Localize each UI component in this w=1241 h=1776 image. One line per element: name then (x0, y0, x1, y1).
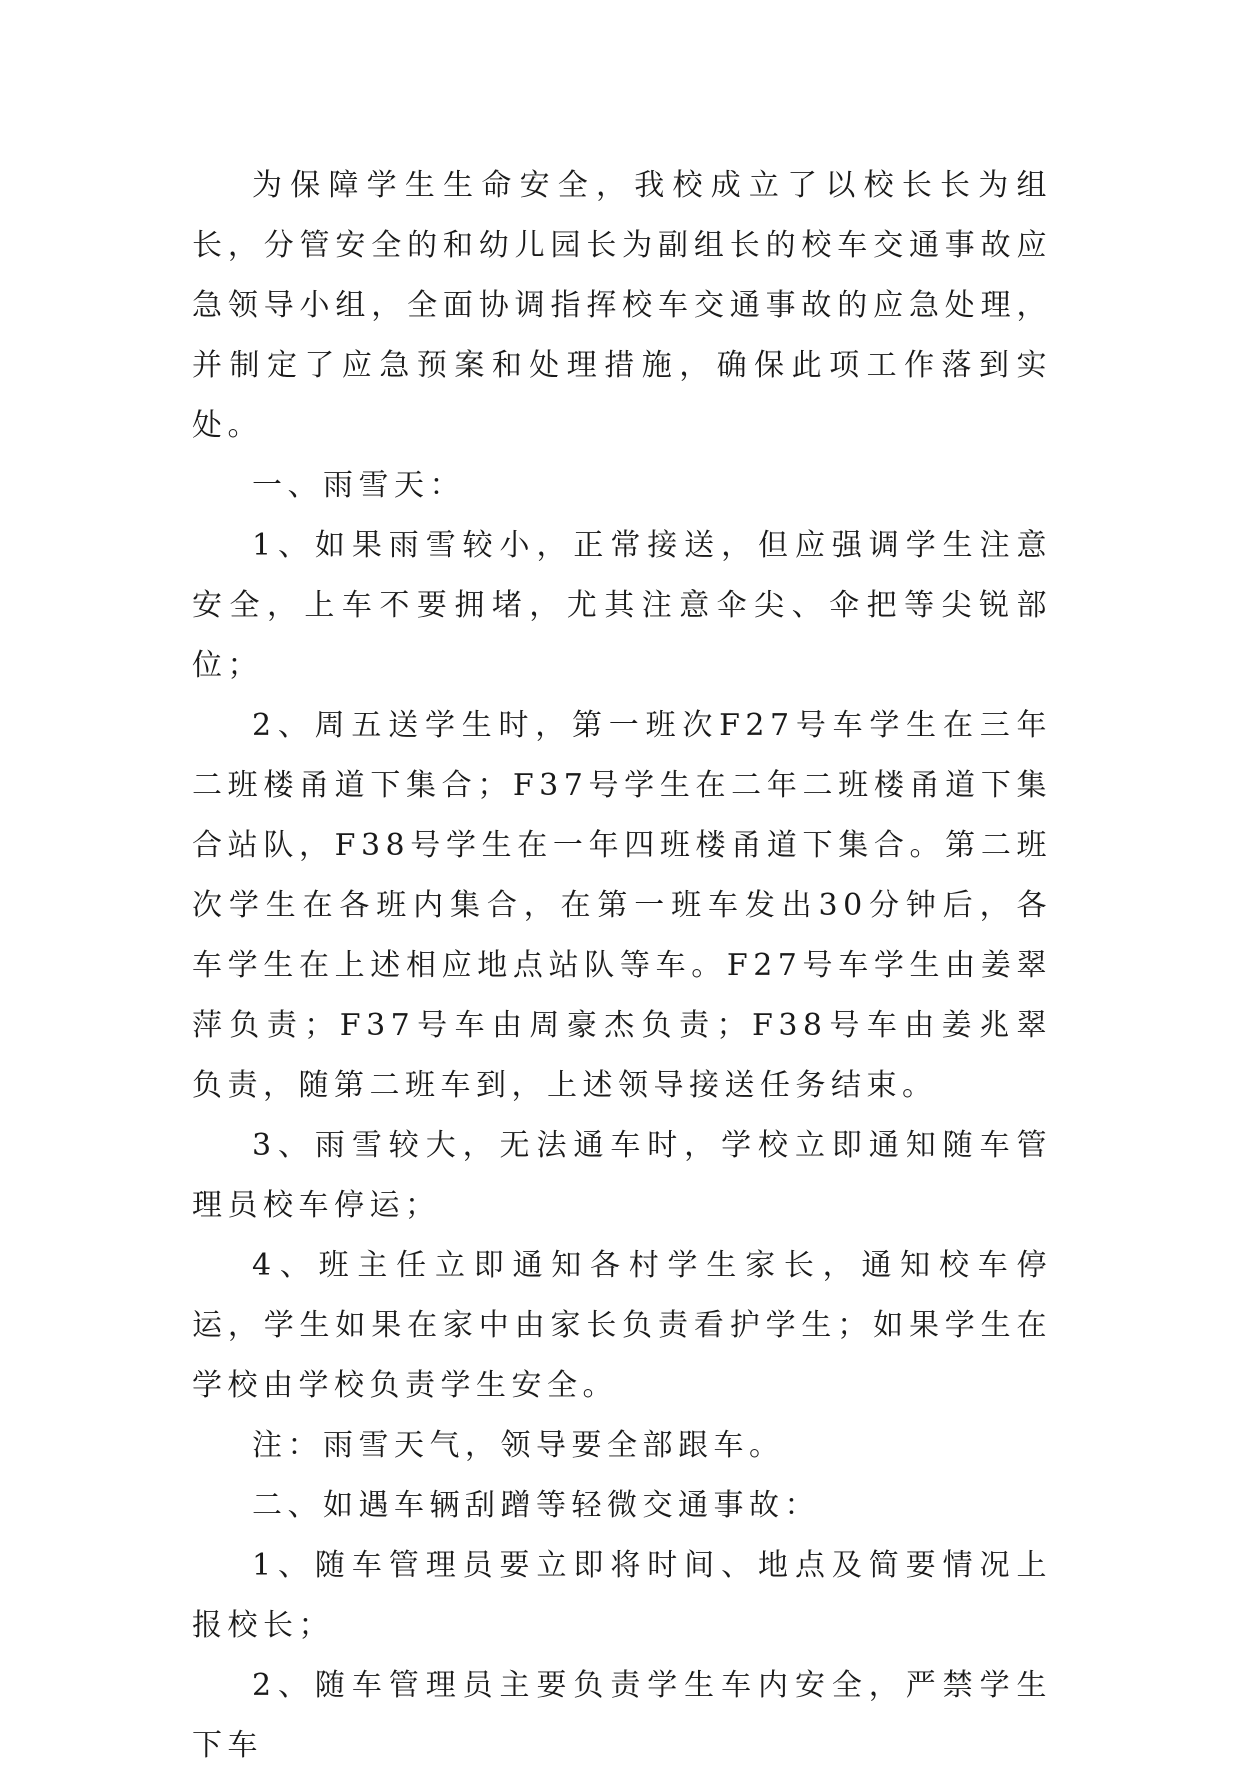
paragraph-item-2: 2、周五送学生时，第一班次F27号车学生在三年二班楼甬道下集合；F37号学生在二年二班楼甬道下集合站队，F38号学生在一年四班楼甬道下集合。第二班次学生在各班内集合，在第一班车发出30分钟后，各车学生在上述相应地点站队等车。F27号车学生由姜翠萍负责；F37号车由周豪杰负责；F38号车由姜兆翠负责，随第二班车到，上述领导接送任务结束。 (192, 708, 1052, 1103)
paragraph-note: 注：雨雪天气，领导要全部跟车。 (252, 1428, 785, 1463)
paragraph-accident-item-1: 1、随车管理员要立即将时间、地点及简要情况上报校长； (192, 1548, 1052, 1643)
paragraph-item-1: 1、如果雨雪较小，正常接送，但应强调学生注意安全，上车不要拥堵，尤其注意伞尖、伞把等尖锐部位； (192, 528, 1052, 683)
paragraph-item-4: 4、班主任立即通知各村学生家长，通知校车停运，学生如果在家中由家长负责看护学生；如果学生在学校由学校负责学生安全。 (192, 1248, 1052, 1403)
heading-rain-snow: 一、雨雪天： (252, 468, 465, 503)
paragraph-intro: 为保障学生生命安全，我校成立了以校长长为组长，分管安全的和幼儿园长为副组长的校车交通事故应急领导小组，全面协调指挥校车交通事故的应急处理，并制定了应急预案和处理措施，确保此项工作落到实处。 (192, 168, 1052, 443)
heading-minor-accident: 二、如遇车辆刮蹭等轻微交通事故： (252, 1488, 820, 1523)
paragraph-item-3: 3、雨雪较大，无法通车时，学校立即通知随车管理员校车停运； (192, 1128, 1052, 1223)
document-body (192, 156, 1052, 1776)
paragraph-accident-item-2: 2、随车管理员主要负责学生车内安全，严禁学生下车 (192, 1668, 1052, 1763)
